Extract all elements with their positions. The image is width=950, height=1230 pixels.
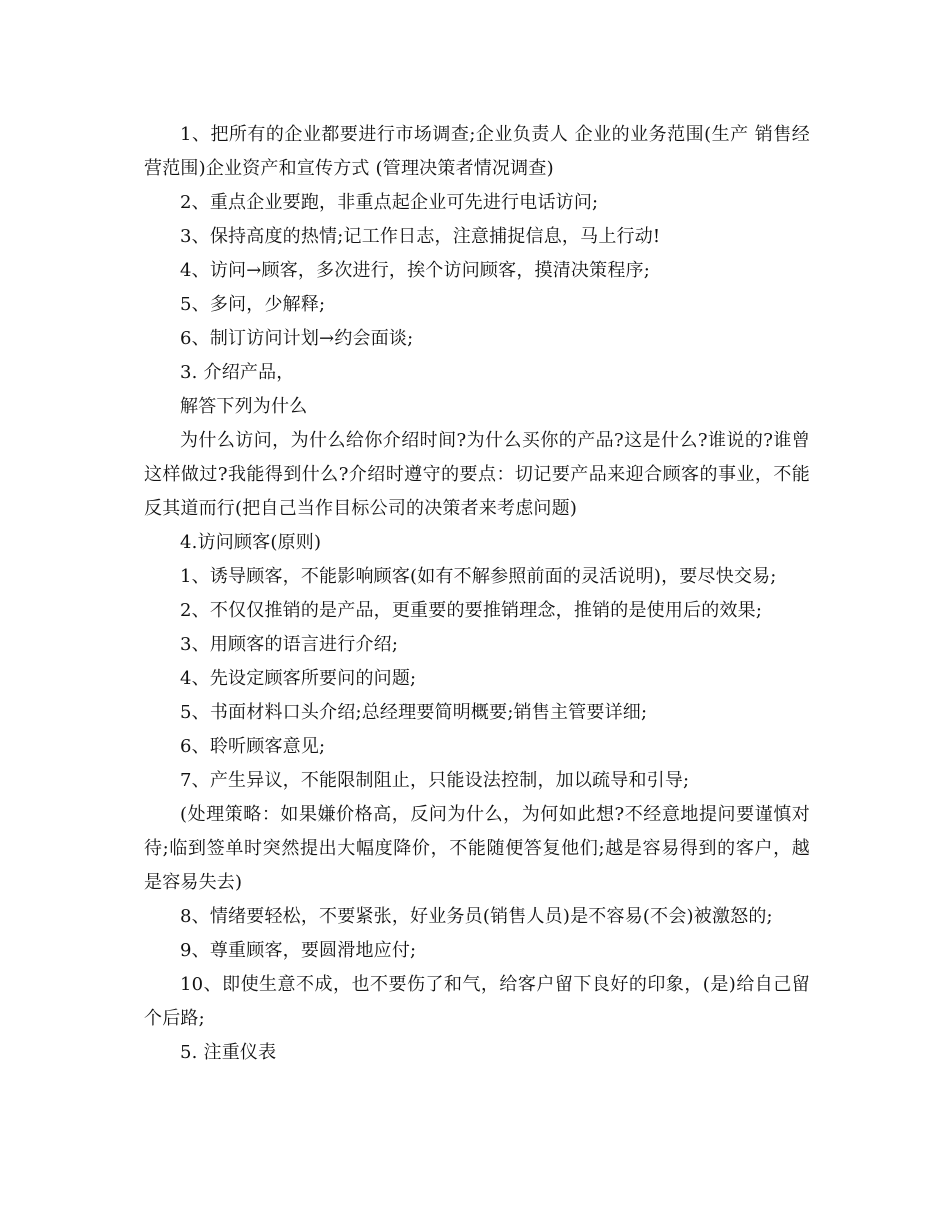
section-heading-visit-principles: 4.访问顾客(原则) xyxy=(180,532,322,553)
paragraph-ask-more: 5、多问，少解释; xyxy=(180,294,326,315)
paragraph-survey: 1、把所有的企业都要进行市场调查;企业负责人 企业的业务范围(生产 销售经营范围)企业资产和宣传方式 (管理决策者情况调查) xyxy=(144,124,810,179)
paragraph-written-materials: 5、书面材料口头介绍;总经理要简明概要;销售主管要详细; xyxy=(180,702,648,723)
paragraph-answer-why: 解答下列为什么 xyxy=(180,396,308,417)
paragraph-respect-customer: 9、尊重顾客，要圆滑地应付; xyxy=(180,940,417,961)
paragraph-sell-concept: 2、不仅仅推销的是产品，更重要的要推销理念，推销的是使用后的效果; xyxy=(180,600,763,621)
paragraph-stay-relaxed: 8、情绪要轻松，不要紧张，好业务员(销售人员)是不容易(不会)被激怒的; xyxy=(180,906,773,927)
section-heading-appearance: 5. 注重仪表 xyxy=(180,1042,277,1063)
paragraph-handling-strategy: (处理策略：如果嫌价格高，反问为什么，为何如此想?不经意地提问要谨慎对待;临到签单时突然提出大幅度降价，不能随便答复他们;越是容易得到的客户，越是容易失去) xyxy=(144,804,810,893)
paragraph-key-enterprises: 2、重点企业要跑，非重点起企业可先进行电话访问; xyxy=(180,192,599,213)
paragraph-customer-language: 3、用顾客的语言进行介绍; xyxy=(180,634,399,655)
section-heading-introduce-product: 3. 介绍产品， xyxy=(180,362,295,383)
paragraph-enthusiasm: 3、保持高度的热情;记工作日志，注意捕捉信息，马上行动! xyxy=(180,226,661,247)
paragraph-visit-customers: 4、访问→顾客，多次进行，挨个访问顾客，摸清决策程序; xyxy=(180,260,650,281)
paragraph-guide-customer: 1、诱导顾客，不能影响顾客(如有不解参照前面的灵活说明)，要尽快交易; xyxy=(180,566,777,587)
paragraph-objections: 7、产生异议，不能限制阻止，只能设法控制，加以疏导和引导; xyxy=(180,770,690,791)
paragraph-preset-questions: 4、先设定顾客所要问的问题; xyxy=(180,668,417,689)
paragraph-listen: 6、聆听顾客意见; xyxy=(180,736,326,757)
paragraph-visit-plan: 6、制订访问计划→约会面谈; xyxy=(180,328,414,349)
paragraph-why-questions: 为什么访问，为什么给你介绍时间?为什么买你的产品?这是什么?谁说的?谁曾这样做过?我能得到什么?介绍时遵守的要点：切记要产品来迎合顾客的事业，不能反其道而行(把自己当作目标公司的决策者来考虑问题) xyxy=(144,430,810,519)
paragraph-keep-goodwill: 10、即使生意不成，也不要伤了和气，给客户留下良好的印象，(是)给自己留个后路; xyxy=(144,974,810,1029)
